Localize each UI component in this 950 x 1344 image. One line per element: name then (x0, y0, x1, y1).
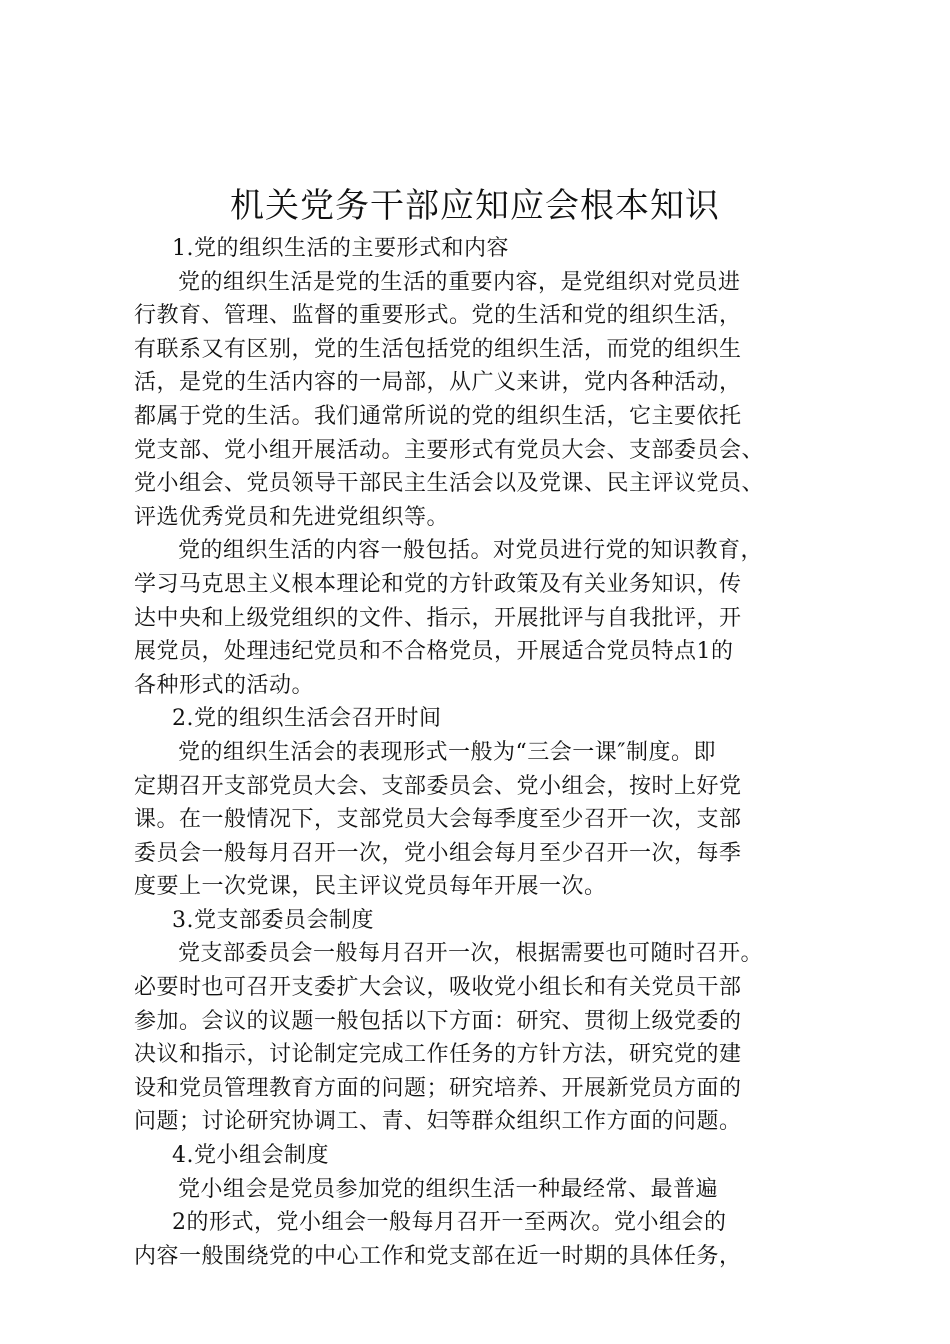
paragraph-line: 都属于党的生活。我们通常所说的党的组织生活，它主要依托 (134, 403, 742, 429)
paragraph-line: 参加。会议的议题一般包括以下方面：研究、贯彻上级党委的 (134, 1008, 742, 1034)
paragraph-line: 定期召开支部党员大会、支部委员会、党小组会，按时上好党 (134, 773, 742, 799)
paragraph-line: 党支部委员会一般每月召开一次，根据需要也可随时召开。 (178, 941, 764, 967)
paragraph-line: 有联系又有区别，党的生活包括党的组织生活，而党的组织生 (134, 336, 742, 362)
paragraph-line: 设和党员管理教育方面的问题；研究培养、开展新党员方面的 (134, 1075, 742, 1101)
paragraph-line: 内容一般围绕党的中心工作和党支部在近一时期的具体任务， (134, 1243, 742, 1269)
paragraph-line: 委员会一般每月召开一次，党小组会每月至少召开一次，每季 (134, 840, 742, 866)
paragraph-line: 达中央和上级党组织的文件、指示，开展批评与自我批评，开 (134, 605, 742, 631)
paragraph-line: 度要上一次党课，民主评议党员每年开展一次。 (134, 874, 607, 900)
paragraph-line: 党的组织生活的内容一般包括。对党员进行党的知识教育， (178, 538, 764, 564)
paragraph-line: 党的组织生活会的表现形式一般为“三会一课″制度。即 (178, 739, 716, 765)
document-body (134, 232, 834, 1273)
paragraph-line: 党小组会是党员参加党的组织生活一种最经常、最普遍 (178, 1176, 719, 1202)
paragraph-line: 各种形式的活动。 (134, 672, 315, 698)
paragraph-line: 课。在一般情况下，支部党员大会每季度至少召开一次，支部 (134, 807, 742, 833)
paragraph-line: 问题；讨论研究协调工、青、妇等群众组织工作方面的问题。 (134, 1109, 742, 1135)
paragraph-line: 行教育、管理、监督的重要形式。党的生活和党的组织生活， (134, 303, 742, 329)
paragraph-line: 学习马克思主义根本理论和党的方针政策及有关业务知识，传 (134, 571, 742, 597)
paragraph-line: 活，是党的生活内容的一局部，从广义来讲，党内各种活动， (134, 370, 742, 396)
paragraph-line: 党支部、党小组开展活动。主要形式有党员大会、支部委员会、 (134, 437, 765, 463)
paragraph-line: 必要时也可召开支委扩大会议，吸收党小组长和有关党员干部 (134, 975, 742, 1001)
paragraph-line: 展党员，处理违纪党员和不合格党员，开展适合党员特点1的 (134, 639, 734, 665)
document-title: 机关党务干部应知应会根本知识 (230, 186, 720, 226)
paragraph-line: 2的形式，党小组会一般每月召开一至两次。党小组会的 (172, 1210, 727, 1236)
section-heading-3: 3.党支部委员会制度 (172, 907, 374, 933)
paragraph-line: 党的组织生活是党的生活的重要内容，是党组织对党员进 (178, 269, 741, 295)
section-heading-4: 4.党小组会制度 (172, 1143, 329, 1169)
section-heading-1: 1.党的组织生活的主要形式和内容 (172, 236, 509, 261)
paragraph-line: 评选优秀党员和先进党组织等。 (134, 504, 450, 530)
section-heading-2: 2.党的组织生活会召开时间 (172, 706, 442, 732)
paragraph-line: 决议和指示，讨论制定完成工作任务的方针方法，研究党的建 (134, 1042, 742, 1068)
paragraph-line: 党小组会、党员领导干部民主生活会以及党课、民主评议党员、 (134, 471, 765, 497)
